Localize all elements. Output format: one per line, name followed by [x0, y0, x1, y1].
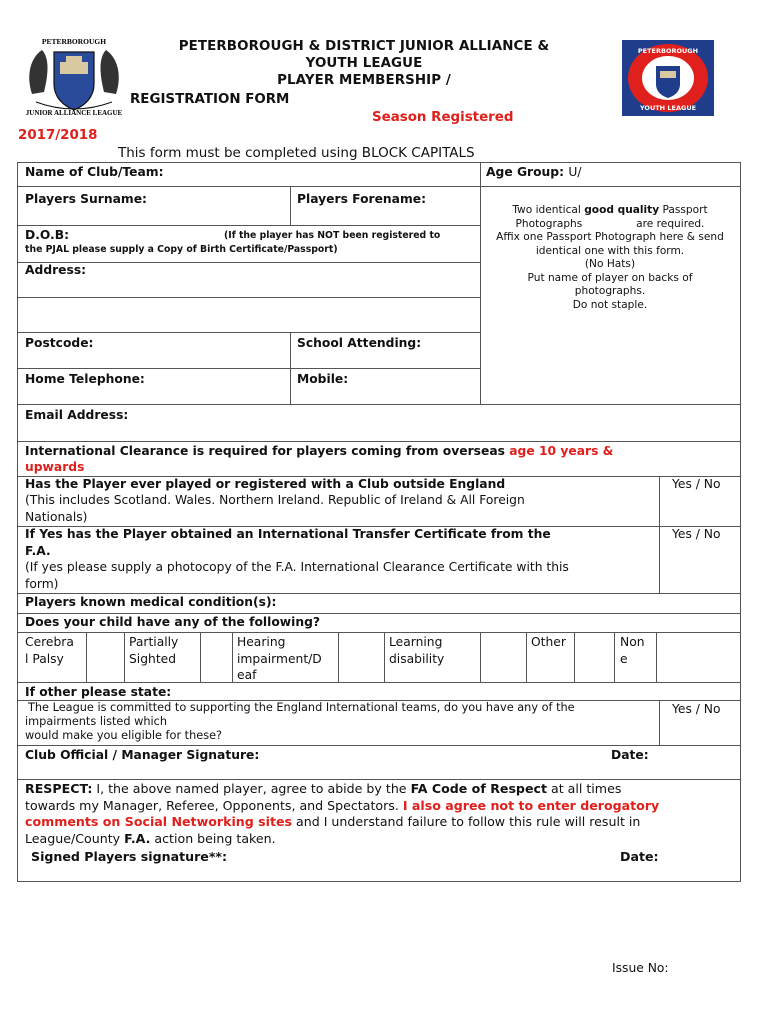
club-team-field[interactable]: Name of Club/Team: — [25, 165, 164, 179]
school-field[interactable]: School Attending: — [297, 336, 422, 350]
clearance-heading-upwards: upwards — [25, 460, 85, 474]
option-none: Non e — [620, 635, 645, 666]
season-label: Season Registered — [372, 110, 514, 125]
title-line-3: PLAYER MEMBERSHIP / — [277, 73, 451, 88]
clearance-heading-text: International Clearance is required for players coming from overseas — [25, 444, 510, 458]
clearance-q1-note-1: (This includes Scotland. Wales. Northern Ireland. Republic of Ireland & All Foreign — [25, 493, 525, 507]
england-teams-question: The League is committed to supporting the England International teams, do you have any of the impairments listed which would make you eligible for these? — [25, 701, 575, 742]
checkbox-cerebral-palsy[interactable] — [87, 633, 124, 682]
clearance-q2-yes-no[interactable]: Yes / No — [672, 527, 721, 541]
photo-line-6: Put name of player on backs of — [527, 271, 693, 284]
dob-field[interactable]: D.O.B: — [25, 228, 70, 242]
official-signature-field[interactable]: Club Official / Manager Signature: — [25, 748, 260, 762]
clearance-q1-note-2: Nationals) — [25, 510, 88, 524]
option-partially-sighted: Partially Sighted — [129, 635, 179, 666]
league-crest-logo-right — [622, 40, 714, 116]
photo-line-8: Do not staple. — [572, 298, 648, 311]
checkbox-hearing-impairment[interactable] — [339, 633, 384, 682]
svg-text:YOUTH LEAGUE: YOUTH LEAGUE — [639, 104, 697, 112]
photo-line-1-bold: good quality — [584, 204, 660, 216]
passport-photo-box[interactable] — [482, 204, 738, 312]
option-learning-disability: Learning disability — [389, 635, 445, 666]
svg-text:JUNIOR ALLIANCE LEAGUE: JUNIOR ALLIANCE LEAGUE — [25, 109, 123, 117]
clearance-heading — [25, 444, 725, 459]
age-group-value: U/ — [568, 165, 582, 179]
form-title — [134, 38, 594, 89]
official-date-field[interactable]: Date: — [611, 748, 649, 762]
checkbox-partially-sighted[interactable] — [201, 633, 232, 682]
option-hearing-impairment: Hearing impairment/D eaf — [237, 635, 322, 682]
clearance-question-2: If Yes has the Player obtained an International Transfer Certificate from the — [25, 527, 551, 541]
postcode-field[interactable]: Postcode: — [25, 336, 94, 350]
svg-text:PETERBOROUGH: PETERBOROUGH — [41, 37, 107, 46]
photo-line-3: Affix one Passport Photograph here & send — [496, 231, 724, 243]
clearance-question-1: Has the Player ever played or registered with a Club outside England — [25, 477, 506, 491]
england-teams-yes-no[interactable]: Yes / No — [672, 702, 721, 716]
option-other: Other — [531, 635, 566, 649]
checkbox-other[interactable] — [575, 633, 614, 682]
instruction-text: This form must be completed using BLOCK CAPITALS — [118, 145, 475, 161]
home-telephone-field[interactable]: Home Telephone: — [25, 372, 145, 386]
checkbox-learning-disability[interactable] — [481, 633, 526, 682]
checkbox-none[interactable] — [657, 633, 740, 682]
issue-number: Issue No: — [612, 961, 669, 975]
clearance-q2-note-2: form) — [25, 577, 59, 591]
player-signature-field[interactable]: Signed Players signature**: — [31, 849, 228, 864]
medical-heading: Players known medical condition(s): — [25, 595, 277, 609]
svg-text:PETERBOROUGH: PETERBOROUGH — [637, 47, 699, 55]
photo-line-1-post: Passport — [659, 204, 708, 216]
email-field[interactable]: Email Address: — [25, 408, 129, 422]
respect-statement: RESPECT: I, the above named player, agree to abide by the FA Code of Respect at all times towards my Manager, Referee, Opponents, and Spectators. I also agree not to enter derogatory comments on Social Networking sites and I understand failure to follow this rule will result in League/County F.A. action being taken. — [25, 781, 660, 846]
clearance-heading-age: age 10 years & — [509, 444, 614, 458]
age-group-field[interactable] — [486, 165, 581, 180]
title-line-4: REGISTRATION FORM — [130, 92, 290, 107]
clearance-q2-note-1: (If yes please supply a photocopy of the F.A. International Clearance Certificate with this — [25, 560, 569, 574]
age-group-label: Age Group: — [486, 165, 565, 179]
dob-note-1: (If the player has NOT been registered to — [224, 230, 441, 241]
photo-line-2: Photographs are required. — [515, 217, 705, 230]
photo-line-7: photographs. — [574, 285, 646, 297]
other-please-state-field[interactable]: If other please state: — [25, 685, 172, 699]
photo-line-1-pre: Two identical — [512, 204, 585, 216]
season-year: 2017/2018 — [18, 128, 98, 143]
address-field[interactable]: Address: — [25, 263, 87, 277]
option-cerebral-palsy: Cerebra l Palsy — [25, 635, 74, 666]
clearance-question-2b: F.A. — [25, 544, 51, 558]
league-crest-logo-left — [24, 36, 124, 118]
photo-line-5: (No Hats) — [584, 258, 636, 270]
title-line-2: YOUTH LEAGUE — [305, 56, 423, 71]
photo-line-4: identical one with this form. — [535, 244, 685, 257]
medical-question: Does your child have any of the following? — [25, 615, 321, 629]
title-line-1: PETERBOROUGH & DISTRICT JUNIOR ALLIANCE & — [178, 39, 550, 54]
mobile-field[interactable]: Mobile: — [297, 372, 349, 386]
clearance-q1-yes-no[interactable]: Yes / No — [672, 477, 721, 491]
dob-note-2: the PJAL please supply a Copy of Birth Certificate/Passport) — [25, 244, 338, 255]
surname-field[interactable]: Players Surname: — [25, 192, 147, 206]
forename-field[interactable]: Players Forename: — [297, 192, 427, 206]
player-signature-date-field[interactable]: Date: — [620, 849, 659, 864]
